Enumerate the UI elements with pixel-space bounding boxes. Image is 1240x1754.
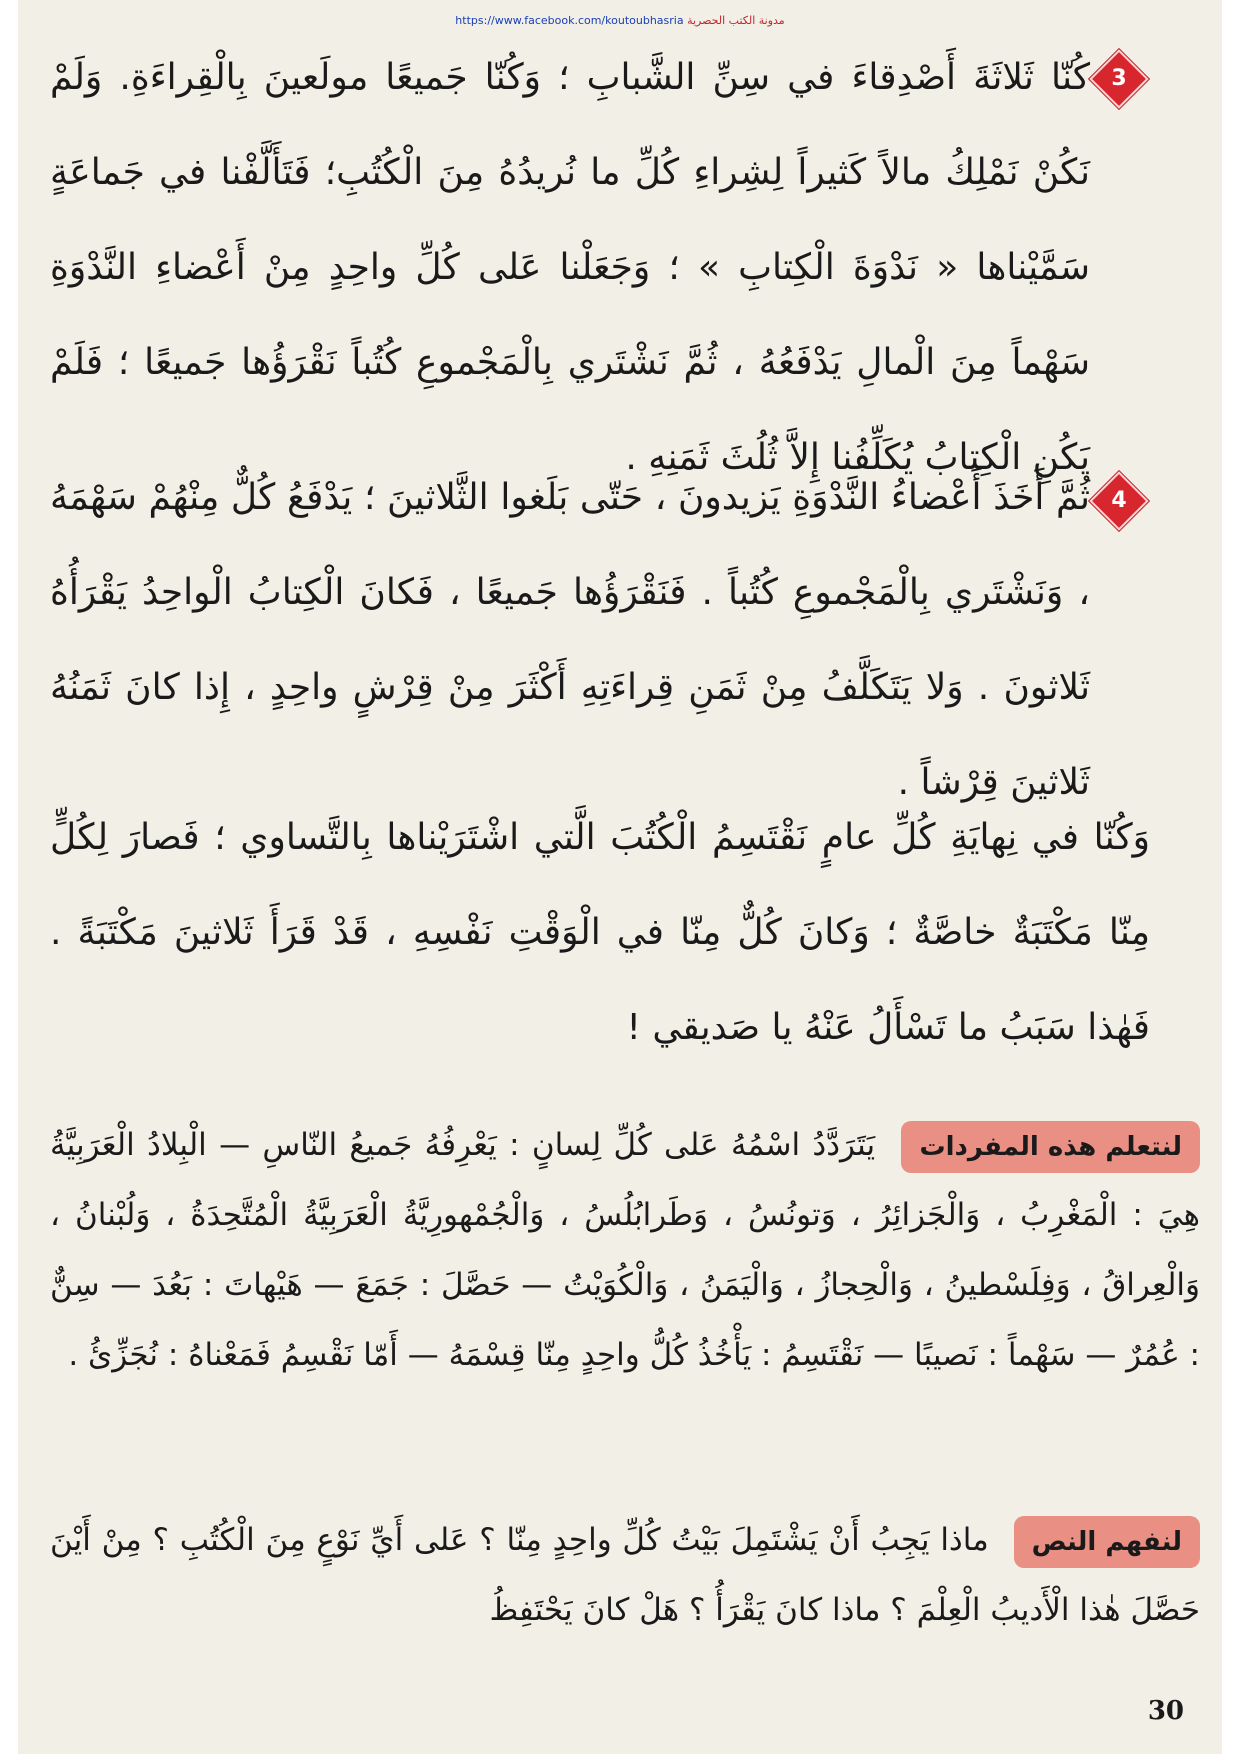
- vocabulary-section: [50, 1110, 1200, 1390]
- paragraph-closing-text: وَكُنّا في نِهايَةِ كُلِّ عامٍ نَقْتَسِمُ الْكُتُبَ الَّتي اشْتَرَيْناها بِالتَّساوي ؛ فَصارَ لِكُلٍّ مِنّا مَكْتَبَةٌ خاصَّةٌ ؛ وَكانَ كُلٌّ مِنّا في الْوَقْتِ نَفْسِهِ ، قَدْ قَرَأَ ثَلاثينَ مَكْتَبَةً . فَهٰذا سَبَبُ ما تَسْأَلُ عَنْهُ يا صَديقي !: [50, 817, 1150, 1048]
- page-number: 30: [1147, 1696, 1184, 1726]
- header-watermark: [0, 14, 1240, 27]
- comprehension-section: [50, 1505, 1200, 1645]
- vocabulary-tag: لنتعلم هذه المفردات: [901, 1121, 1200, 1173]
- comprehension-tag: لنفهم النص: [1014, 1516, 1200, 1568]
- paragraph-3-text: كُنّا ثَلاثَةَ أَصْدِقاءَ في سِنِّ الشَّبابِ ؛ وَكُنّا جَميعًا مولَعينَ بِالْقِراءَةِ. وَلَمْ نَكُنْ نَمْلِكُ مالاً كَثيراً لِشِراءِ كُلِّ ما نُريدُهُ مِنَ الْكُتُبِ؛ فَتَأَلَّفْنا في جَماعَةٍ سَمَّيْناها « نَدْوَةَ الْكِتابِ » ؛ وَجَعَلْنا عَلى كُلِّ واحِدٍ مِنْ أَعْضاءِ النَّدْوَةِ سَهْماً مِنَ الْمالِ يَدْفَعُهُ ، ثُمَّ نَشْتَري بِالْمَجْموعِ كُتُباً نَقْرَؤُها جَميعًا ؛ فَلَمْ يَكُنِ الْكِتابُ يُكَلِّفُنا إِلاَّ ثُلُثَ ثَمَنِهِ .: [50, 57, 1090, 478]
- facebook-url-link[interactable]: https://www.facebook.com/koutoubhasria: [455, 14, 684, 27]
- paragraph-number: 3: [1111, 66, 1127, 91]
- paragraph-4-text: ثُمَّ أَخَذَ أَعْضاءُ النَّدْوَةِ يَزيدونَ ، حَتّى بَلَغوا الثَّلاثينَ ؛ يَدْفَعُ كُلٌّ مِنْهُمْ سَهْمَهُ ، وَنَشْتَري بِالْمَجْموعِ كُتُباً . فَنَقْرَؤُها جَميعًا ، فَكانَ الْكِتابُ الْواحِدُ يَقْرَأُهُ ثَلاثونَ . وَلا يَتَكَلَّفُ مِنْ ثَمَنِ قِراءَتِهِ أَكْثَرَ مِنْ قِرْشٍ واحِدٍ ، إِذا كانَ ثَمَنُهُ ثَلاثينَ قِرْشاً .: [50, 477, 1090, 803]
- paragraph-number: 4: [1111, 488, 1127, 513]
- comprehension-text: ماذا يَجِبُ أَنْ يَشْتَمِلَ بَيْتُ كُلِّ واحِدٍ مِنّا ؟ عَلى أَيِّ نَوْعٍ مِنَ الْكُتُبِ ؟ مِنْ أَيْنَ حَصَّلَ هٰذا الْأَديبُ الْعِلْمَ ؟ ماذا كانَ يَقْرَأُ ؟ هَلْ كانَ يَحْتَفِظُ: [50, 1522, 1200, 1628]
- vocabulary-text: يَتَرَدَّدُ اسْمُهُ عَلى كُلِّ لِسانٍ : يَعْرِفُهُ جَميعُ النّاسِ — الْبِلادُ الْعَرَبِيَّةُ هِيَ : الْمَغْرِبُ ، وَالْجَزائِرُ ، وَتونُسُ ، وَطَرابُلُسُ ، وَالْجُمْهورِيَّةُ الْعَرَبِيَّةُ الْمُتَّحِدَةُ ، وَلُبْنانُ ، وَالْعِراقُ ، وَفِلَسْطينُ ، وَالْحِجازُ ، وَالْيَمَنُ ، وَالْكُوَيْتُ — حَصَّلَ : جَمَعَ — هَيْهاتَ : بَعُدَ — سِنٌّ : عُمُرٌ — سَهْماً : نَصيبًا — نَقْتَسِمُ : يَأْخُذُ كُلُّ واحِدٍ مِنّا قِسْمَهُ — أَمّا نَقْسِمُ فَمَعْناهُ : نُجَزِّئُ .: [50, 1127, 1200, 1373]
- blog-name: مدونة الكتب الحصرية: [687, 14, 785, 27]
